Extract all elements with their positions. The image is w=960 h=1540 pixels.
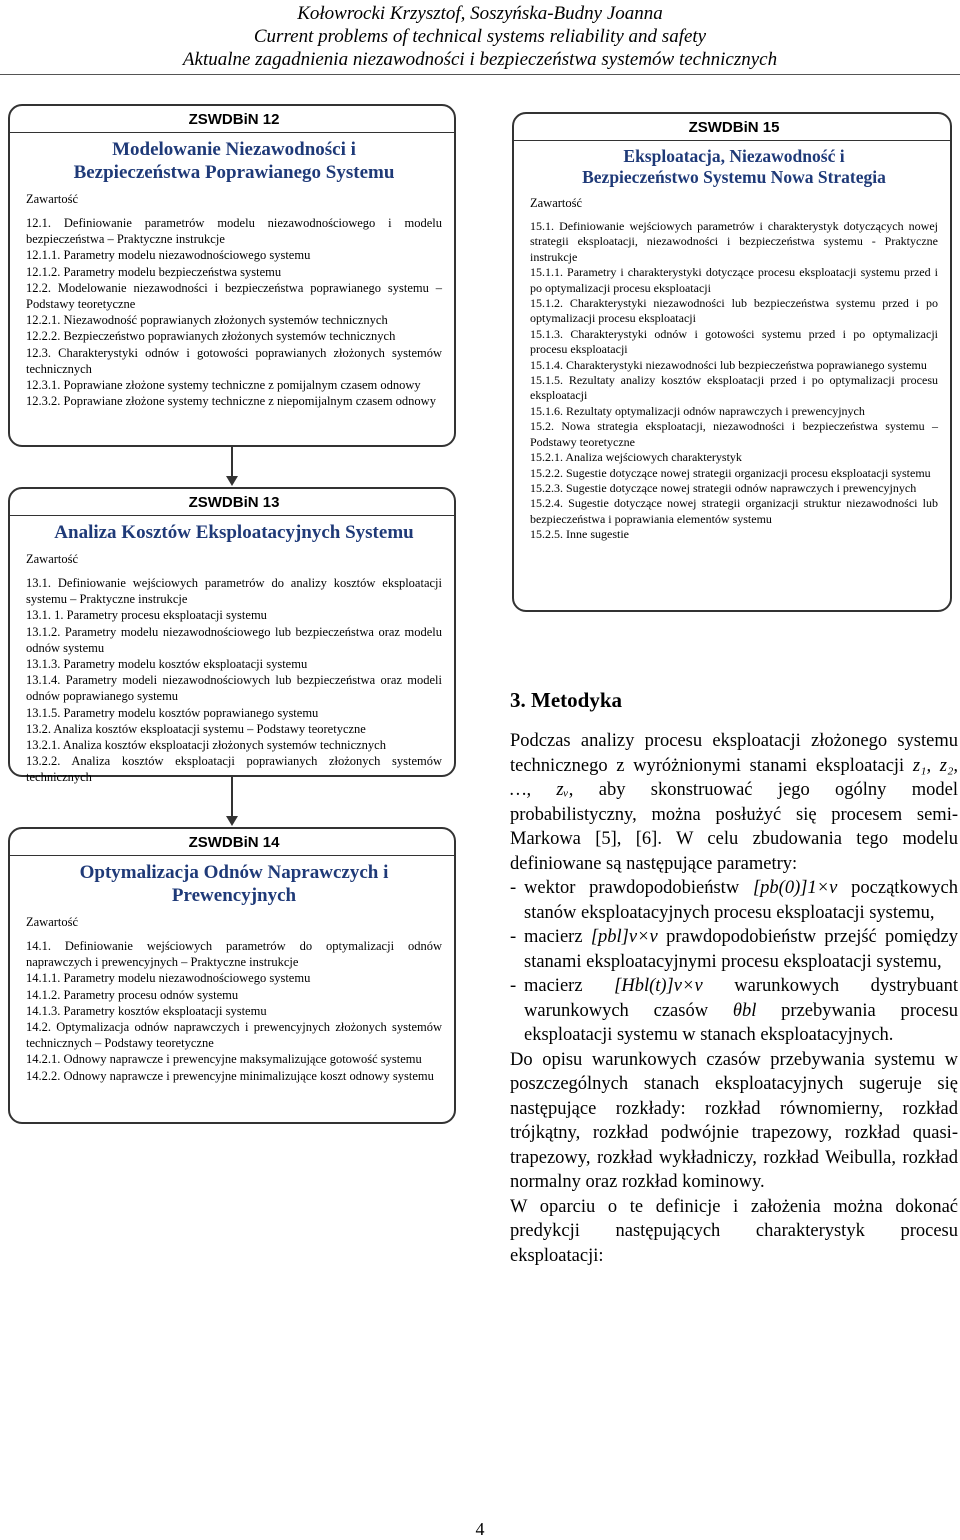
toc-item: 13.1. Definiowanie wejściowych parametrów do analizy kosztów eksploatacji systemu – Praktyczne instrukcje [26,576,442,607]
toc-item: 13.2.2. Analiza kosztów eksploatacji poprawianych złożonych systemów technicznych [26,754,442,785]
box-code: ZSWDBiN 12 [188,111,280,128]
toc-item: 15.2.5. Inne sugestie [530,527,629,542]
toc-item: 14.1.1. Parametry modelu niezawodnościowego systemu [26,971,311,986]
toc-item: 14.1.3. Parametry kosztów eksploatacji systemu [26,1003,267,1018]
box-code: ZSWDBiN 13 [188,494,280,511]
section-body [510,729,958,1268]
flow-arrow-head [226,816,238,826]
box-zswdbin-15 [512,112,952,612]
toc-item: 12.3. Charakterystyki odnów i gotowości poprawianych złożonych systemów technicznych [26,345,442,376]
running-header [0,0,960,71]
header-authors: Kołowrocki Krzysztof, Soszyńska-Budny Joanna [297,3,663,24]
toc-item: 15.1.5. Rezultaty analizy kosztów eksploatacji przed i po optymalizacji procesu eksploatacji [530,373,938,403]
list-item: - macierz [pbl]v×v prawdopodobieństw przejść pomiędzy stanami eksploatacyjnymi procesu eksploatacji systemu, [510,927,958,972]
toc-item: 15.1.6. Rezultaty optymalizacji odnów naprawczych i prewencyjnych [530,403,865,418]
box-contents-label: Zawartość [26,552,79,566]
toc-item: 13.1. 1. Parametry procesu eksploatacji systemu [26,608,267,623]
toc-item: 12.3.2. Poprawiane złożone systemy techniczne z niepomijalnym czasem odnowy [26,394,436,409]
toc-item: 12.2.1. Niezawodność poprawianych złożonych systemów technicznych [26,313,388,328]
box-code: ZSWDBiN 14 [188,834,280,851]
toc-item: 13.1.2. Parametry modelu niezawodnościowego lub bezpieczeństwa oraz modelu odnów systemu [26,624,442,655]
toc-item: 13.2. Analiza kosztów eksploatacji systemu – Podstawy teoretyczne [26,721,366,736]
box-contents-label: Zawartość [26,915,79,929]
paragraph: W oparciu o te definicje i założenia można dokonać predykcji następujących charakterystyk procesu eksploatacji: [510,1196,958,1266]
box-title: Eksploatacja, Niezawodność i Bezpieczeństwo Systemu Nowa Strategia [582,146,886,187]
header-rule [0,74,960,75]
box-contents-label: Zawartość [26,192,79,206]
toc-item: 12.1.2. Parametry modelu bezpieczeństwa systemu [26,264,282,279]
toc-item: 13.1.4. Parametry modeli niezawodnościowych lub bezpieczeństwa oraz modeli odnów poprawianego systemu [26,673,442,704]
toc-item: 12.2.2. Bezpieczeństwo poprawianych złożonych systemów technicznych [26,329,396,344]
toc-item: 15.1.2. Charakterystyki niezawodności lub bezpieczeństwa systemu przed i po optymalizacji procesu eksploatacji [530,296,938,326]
toc-item: 15.2.3. Sugestie dotyczące nowej strategii odnów naprawczych i prewencyjnych [530,480,917,495]
toc-item: 14.1. Definiowanie wejściowych parametrów do optymalizacji odnów naprawczych i prewencyjnych – Praktyczne instrukcje [26,939,442,970]
box-code: ZSWDBiN 15 [688,119,780,136]
math-matrix-pbl: [pbl]v×v [590,927,658,947]
box-title: Modelowanie Niezawodności i Bezpieczeństwa Poprawianego Systemu [73,139,395,183]
box-divider [10,132,454,133]
toc-item: 12.2. Modelowanie niezawodności i bezpieczeństwa poprawianego systemu – Podstawy teoretyczne [26,280,442,312]
page-number: 4 [475,1519,485,1539]
toc-item: 14.2. Optymalizacja odnów naprawczych i prewencyjnych złożonych systemów technicznych – Podstawy teoretyczne [26,1020,442,1051]
flow-arrow-head [226,476,238,486]
toc-item: 14.2.1. Odnowy naprawcze i prewencyjne maksymalizujące gotowość systemu [26,1052,422,1067]
box-zswdbin-14 [8,827,456,1124]
intro-paragraph: Podczas analizy procesu eksploatacji złożonego systemu technicznego z wyróżnionymi stanami eksploatacji z₁, z₂, …, zᵥ, aby skonstruować jego ogólny model probabilistyczny, można posłużyć się procesem semi-Markowa [5], [6]. W celu zbudowania tego modelu definiowane są następujące parametry: [510,731,959,874]
toc-item: 15.2.4. Sugestie dotyczące nowej strategii organizacji struktur niezawodności lub bezpieczeństwa i poprawiania elementów systemu [530,496,938,526]
box-zswdbin-13 [8,487,456,785]
toc-item: 13.1.3. Parametry modelu kosztów eksploatacji systemu [26,657,308,672]
box-zswdbin-12 [8,104,456,447]
math-states: z₁, z₂, …, zᵥ [510,755,959,800]
box-title: Analiza Kosztów Eksploatacyjnych Systemu [54,522,414,543]
toc-item: 13.1.5. Parametry modelu kosztów poprawianego systemu [26,705,319,720]
section-heading: 3. Metodyka [510,688,622,712]
toc-item: 12.3.1. Poprawiane złożone systemy techniczne z pomijalnym czasem odnowy [26,378,421,393]
box-contents-label: Zawartość [530,196,583,210]
toc-item: 15.1. Definiowanie wejściowych parametrów i charakterystyk dotyczących nowej strategii eksploatacji, niezawodności i bezpieczeństwa systemu - Praktyczne instrukcje [530,219,938,264]
list-item: - wektor prawdopodobieństw [pb(0)]1×v początkowych stanów eksploatacyjnych procesu eksploatacji systemu, [510,878,959,923]
flow-arrow-line [231,447,233,477]
toc-item: 15.1.4. Charakterystyki niezawodności lub bezpieczeństwa poprawianego systemu [530,357,927,372]
paragraph: Do opisu warunkowych czasów przebywania systemu w poszczególnych stanach eksploatacyjnych sugeruje się następujące rozkłady: rozkład równomierny, rozkład trójkątny, rozkład podwójnie trapezowy, rozkład quasi-trapezowy, rozkład wykładniczy, rozkład Weibulla, rozkład normalny oraz rozkład kominowy. [510,1049,958,1192]
math-matrix-hbl: [Hbl(t)]v×v [614,976,703,996]
toc-item: 14.1.2. Parametry procesu odnów systemu [26,987,239,1002]
toc-item: 15.2.1. Analiza wejściowych charakterystyk [530,450,742,465]
toc-item: 15.2.2. Sugestie dotyczące nowej strategii organizacji procesu eksploatacji systemu [530,465,931,480]
header-title-en: Current problems of technical systems reliability and safety [253,26,707,47]
box-divider [514,140,950,141]
box-divider [10,515,454,516]
toc-item: 13.2.1. Analiza kosztów eksploatacji złożonych systemów technicznych [26,738,386,753]
toc-item: 15.2. Nowa strategia eksploatacji, niezawodności i bezpieczeństwa systemu – Podstawy teoretyczne [530,419,938,449]
math-theta-bl: θbl [732,1000,757,1021]
toc-item: 15.1.3. Charakterystyki odnów i gotowości systemu przed i po optymalizacji procesu eksploatacji [530,326,938,357]
toc-item: 15.1.1. Parametry i charakterystyki dotyczące procesu eksploatacji systemu przed i po optymalizacji procesu eksploatacji [530,265,938,295]
header-title-pl: Aktualne zagadnienia niezawodności i bezpieczeństwa systemów technicznych [182,49,778,70]
box-divider [10,855,454,856]
toc-item: 12.1. Definiowanie parametrów modelu niezawodnościowego i modelu bezpieczeństwa – Praktyczne instrukcje [26,216,442,247]
list-item: - macierz [Hbl(t)]v×v warunkowych dystrybuant warunkowych czasów θbl przebywania procesu eksploatacji systemu w stanach eksploatacyjnych. [510,976,959,1045]
toc-item: 12.1.1. Parametry modelu niezawodnościowego systemu [26,248,311,263]
box-title: Optymalizacja Odnów Naprawczych i Prewencyjnych [79,862,389,906]
math-vector-pb: [pb(0)]1×v [752,878,838,898]
toc-item: 14.2.2. Odnowy naprawcze i prewencyjne minimalizujące koszt odnowy systemu [26,1068,434,1083]
flow-arrow-line [231,777,233,817]
